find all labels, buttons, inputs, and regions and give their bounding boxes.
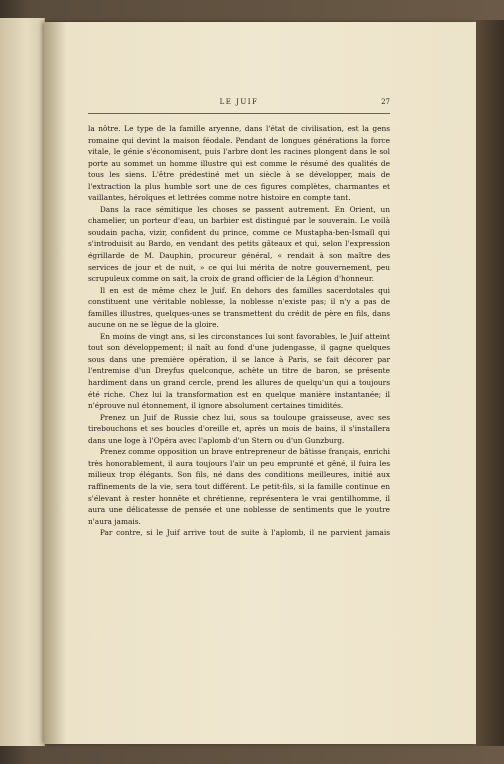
spine-shadow [44, 22, 66, 744]
previous-page-edge [0, 18, 45, 746]
paragraph-3: Il en est de même chez le Juif. En dehors des familles sacerdotales qui constituent une véritable noblesse, la noblesse n'existe pas; il n'y a pas de familles illustres, quelques-unes se transmettent du crédit de père en fils, dans aucune on ne se lègue de la gloire. [88, 285, 390, 330]
body-text [88, 123, 390, 539]
header-rule [88, 113, 390, 114]
book-right-edge [476, 20, 504, 746]
running-head [88, 98, 390, 112]
paragraph-1: la nôtre. Le type de la famille aryenne, dans l'état de civilisation, est la gens romaine qui devint la maison féodale. Pendant de longues générations la force vitale, le génie s'économisent, puis l'arbre dont les racines plongent dans le sol porte au sommet un homme illustre qui est comme le résumé des qualités de tous les siens. L'être prédestiné met un siècle à se développer, mais de l'extraction la plus humble sort une de ces figures complètes, charmantes et vaillantes, héroïques et lettrées comme notre histoire en compte tant. [88, 124, 390, 203]
paragraph-2: Dans la race sémitique les choses se passent autrement. En Orient, un chamelier, un porteur d'eau, un barbier est distingué par le souverain. Le voilà soudain pacha, vizir, confident du prince, comme ce Mustapha-ben-Ismaïl qui s'introduisit au Bardo, en vendant des petits gâteaux et qui, selon l'expression égrillarde de M. Dauphin, procureur général, « rendait à son maître des services de jour et de nuit, » ce qui lui mérita de notre gouvernement, peu scrupuleux comme on sait, la croix de grand officier de la Légion d'honneur. [88, 204, 390, 284]
paragraph-7: Par contre, si le Juif arrive tout de suite à l'aplomb, il ne parvient jamais [99, 528, 390, 538]
page-number: 27 [381, 98, 390, 106]
paragraph-4: En moins de vingt ans, si les circonstances lui sont favorables, le Juif atteint tout son développement; il naît au fond d'une judengasse, il gagne quelques sous dans une première opération, il se lance à Paris, se fait décorer par l'entremise d'un Dreyfus quelconque, achète un titre de baron, se présente hardiment dans un grand cercle, prend les allures de quelqu'un qui a toujours été riche. Chez lui la transformation est en quelque manière instantanée; il n'éprouve nul étonnement, il ignore absolument certaines timidités. [88, 331, 390, 411]
paragraph-5: Prenez un Juif de Russie chez lui, sous sa touloupe graisseuse, avec ses tirebouchons et ses boucles d'oreille et, après un mois de bains, il s'installera dans une loge à l'Opéra avec l'aplomb d'un Stern ou d'un Gunzburg. [88, 412, 390, 445]
paragraph-6: Prenez comme opposition un brave entrepreneur de bâtisse français, enrichi très honorablement, il aura toujours l'air un peu emprunté et gêné, il fuira les milieux trop élégants. Son fils, né dans des conditions meilleures, initié aux raffinements de la vie, sera tout différent. Le petit-fils, si la famille continue en s'élevant à rester honnête et chrétienne, représentera le vrai gentilhomme, il aura une délicatesse de pensée et une noblesse de sentiments que le youtre n'aura jamais. [88, 447, 390, 526]
running-title: LE JUIF [219, 98, 259, 106]
